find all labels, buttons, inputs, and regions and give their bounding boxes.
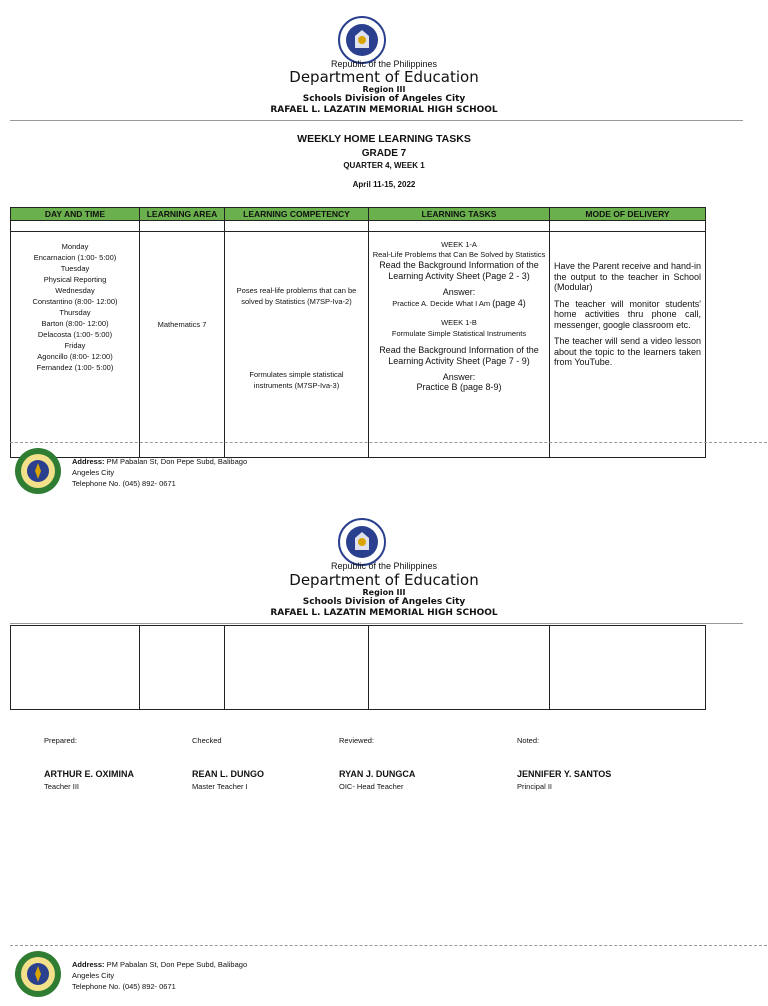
republic-text: Republic of the Philippines xyxy=(330,561,438,571)
day-time-line: Delacosta (1:00- 5:00) xyxy=(37,330,113,339)
prepared-name: ARTHUR E. OXIMINA xyxy=(44,769,134,779)
school-name: RAFAEL L. LAZATIN MEMORIAL HIGH SCHOOL xyxy=(270,608,498,618)
school-name: RAFAEL L. LAZATIN MEMORIAL HIGH SCHOOL xyxy=(270,105,498,115)
school-logo-icon xyxy=(14,447,62,495)
checked-name: REAN L. DUNGO xyxy=(192,769,264,779)
table-row xyxy=(11,626,706,710)
deped-seal-icon xyxy=(338,16,386,64)
city-text: Angeles City xyxy=(72,468,115,477)
division-text: Schools Division of Angeles City xyxy=(302,597,466,607)
day-time-line: Thursday xyxy=(59,308,91,317)
col-header-day-time: DAY AND TIME xyxy=(11,208,140,221)
page-2-footer-rule xyxy=(10,945,767,946)
week-b-answer: Answer: xyxy=(442,372,476,382)
prepared-role: Teacher III xyxy=(44,782,80,791)
telephone-text: Telephone No. (045) 892- 0671 xyxy=(72,982,176,991)
day-time-list xyxy=(11,232,139,373)
learning-tasks-table xyxy=(10,207,706,458)
col-header-delivery: MODE OF DELIVERY xyxy=(550,208,706,221)
day-time-line: Fernandez (1:00- 5:00) xyxy=(36,363,114,372)
day-time-line: Physical Reporting xyxy=(43,275,107,284)
week-a-title: Real-Life Problems that Can Be Solved by Statistics xyxy=(372,250,546,259)
address-label: Address: xyxy=(72,960,105,969)
page-1-footer-rule xyxy=(10,442,767,443)
week-a-answer: Answer: xyxy=(442,287,476,297)
week-b-read: Read the Background Information of the Learning Activity Sheet (Page 7 - 9) xyxy=(379,345,539,366)
day-time-line: Agoncillo (8:00- 12:00) xyxy=(37,352,113,361)
delivery-text-3: The teacher will send a video lesson about the topic to the learners taken from YouTube. xyxy=(554,336,701,367)
school-logo-icon xyxy=(14,950,62,998)
day-time-line: Barton (8:00- 12:00) xyxy=(41,319,109,328)
department-title: Department of Education xyxy=(289,68,479,86)
table-header-row xyxy=(11,208,706,221)
date-range: April 11-15, 2022 xyxy=(352,180,416,189)
col-header-competency: LEARNING COMPETENCY xyxy=(225,208,369,221)
division-text: Schools Division of Angeles City xyxy=(302,94,466,104)
tasks-cell xyxy=(369,232,549,392)
noted-role: Principal II xyxy=(517,782,553,791)
competency-2-text: Formulates simple statistical instruments (M7SP-Iva-3) xyxy=(249,370,344,390)
department-title: Department of Education xyxy=(289,571,479,589)
footer-address-block xyxy=(72,959,247,992)
checked-label: Checked xyxy=(192,736,222,745)
delivery-cell xyxy=(550,232,705,368)
noted-name: JENNIFER Y. SANTOS xyxy=(517,769,612,779)
prepared-label: Prepared: xyxy=(44,736,77,745)
noted-label: Noted: xyxy=(517,736,540,745)
city-text: Angeles City xyxy=(72,971,115,980)
learning-area-text: Mathematics 7 xyxy=(157,320,207,329)
doc-title: WEEKLY HOME LEARNING TASKS xyxy=(297,133,471,145)
week-a-practice: Practice A. Decide What I Am xyxy=(392,299,491,308)
delivery-text-2: The teacher will monitor students' home activities thru phone call, messenger, google classroom etc. xyxy=(554,298,701,330)
region-text: Region III xyxy=(362,85,406,94)
region-text: Region III xyxy=(362,588,406,597)
header-divider xyxy=(10,623,743,624)
spacer-row xyxy=(11,221,706,232)
day-time-line: Constantino (8:00- 12:00) xyxy=(32,297,118,306)
competency-1-text: Poses real-life problems that can be solved by Statistics (M7SP-Iva-2) xyxy=(236,286,357,306)
week-a-read: Read the Background Information of the Learning Activity Sheet (Page 2 - 3) xyxy=(379,260,539,281)
day-time-line: Friday xyxy=(64,341,86,350)
week-b-practice: Practice B (page 8-9) xyxy=(416,382,502,392)
week-a-label: WEEK 1-A xyxy=(441,240,477,249)
day-time-line: Tuesday xyxy=(60,264,90,273)
quarter-text: QUARTER 4, WEEK 1 xyxy=(343,161,425,170)
grade-text: GRADE 7 xyxy=(361,148,407,159)
day-time-line: Monday xyxy=(61,242,89,251)
reviewed-role: OIC- Head Teacher xyxy=(339,782,404,791)
continuation-table xyxy=(10,625,706,710)
telephone-text: Telephone No. (045) 892- 0671 xyxy=(72,479,176,488)
table-row xyxy=(11,232,706,458)
week-a-practice-line xyxy=(372,298,546,309)
week-b-title: Formulate Simple Statistical Instruments xyxy=(391,329,527,338)
republic-text: Republic of the Philippines xyxy=(330,59,438,69)
col-header-tasks: LEARNING TASKS xyxy=(369,208,550,221)
col-header-learning-area: LEARNING AREA xyxy=(140,208,225,221)
day-time-line: Wednesday xyxy=(55,286,95,295)
address-text: PM Pabalan St, Don Pepe Subd, Balibago xyxy=(106,960,248,969)
checked-role: Master Teacher I xyxy=(192,782,248,791)
deped-seal-icon xyxy=(338,518,386,566)
address-label: Address: xyxy=(72,457,105,466)
address-text: PM Pabalan St, Don Pepe Subd, Balibago xyxy=(106,457,248,466)
footer-address-block xyxy=(72,456,247,489)
week-a-page: (page 4) xyxy=(492,298,526,308)
delivery-text-1: Have the Parent receive and hand-in the output to the teacher in School (Modular) xyxy=(554,261,701,292)
week-b-label: WEEK 1-B xyxy=(441,318,477,327)
reviewed-name: RYAN J. DUNGCA xyxy=(339,769,416,779)
day-time-line: Encarnacion (1:00- 5:00) xyxy=(33,253,117,262)
header-divider xyxy=(10,120,743,121)
reviewed-label: Reviewed: xyxy=(339,736,375,745)
